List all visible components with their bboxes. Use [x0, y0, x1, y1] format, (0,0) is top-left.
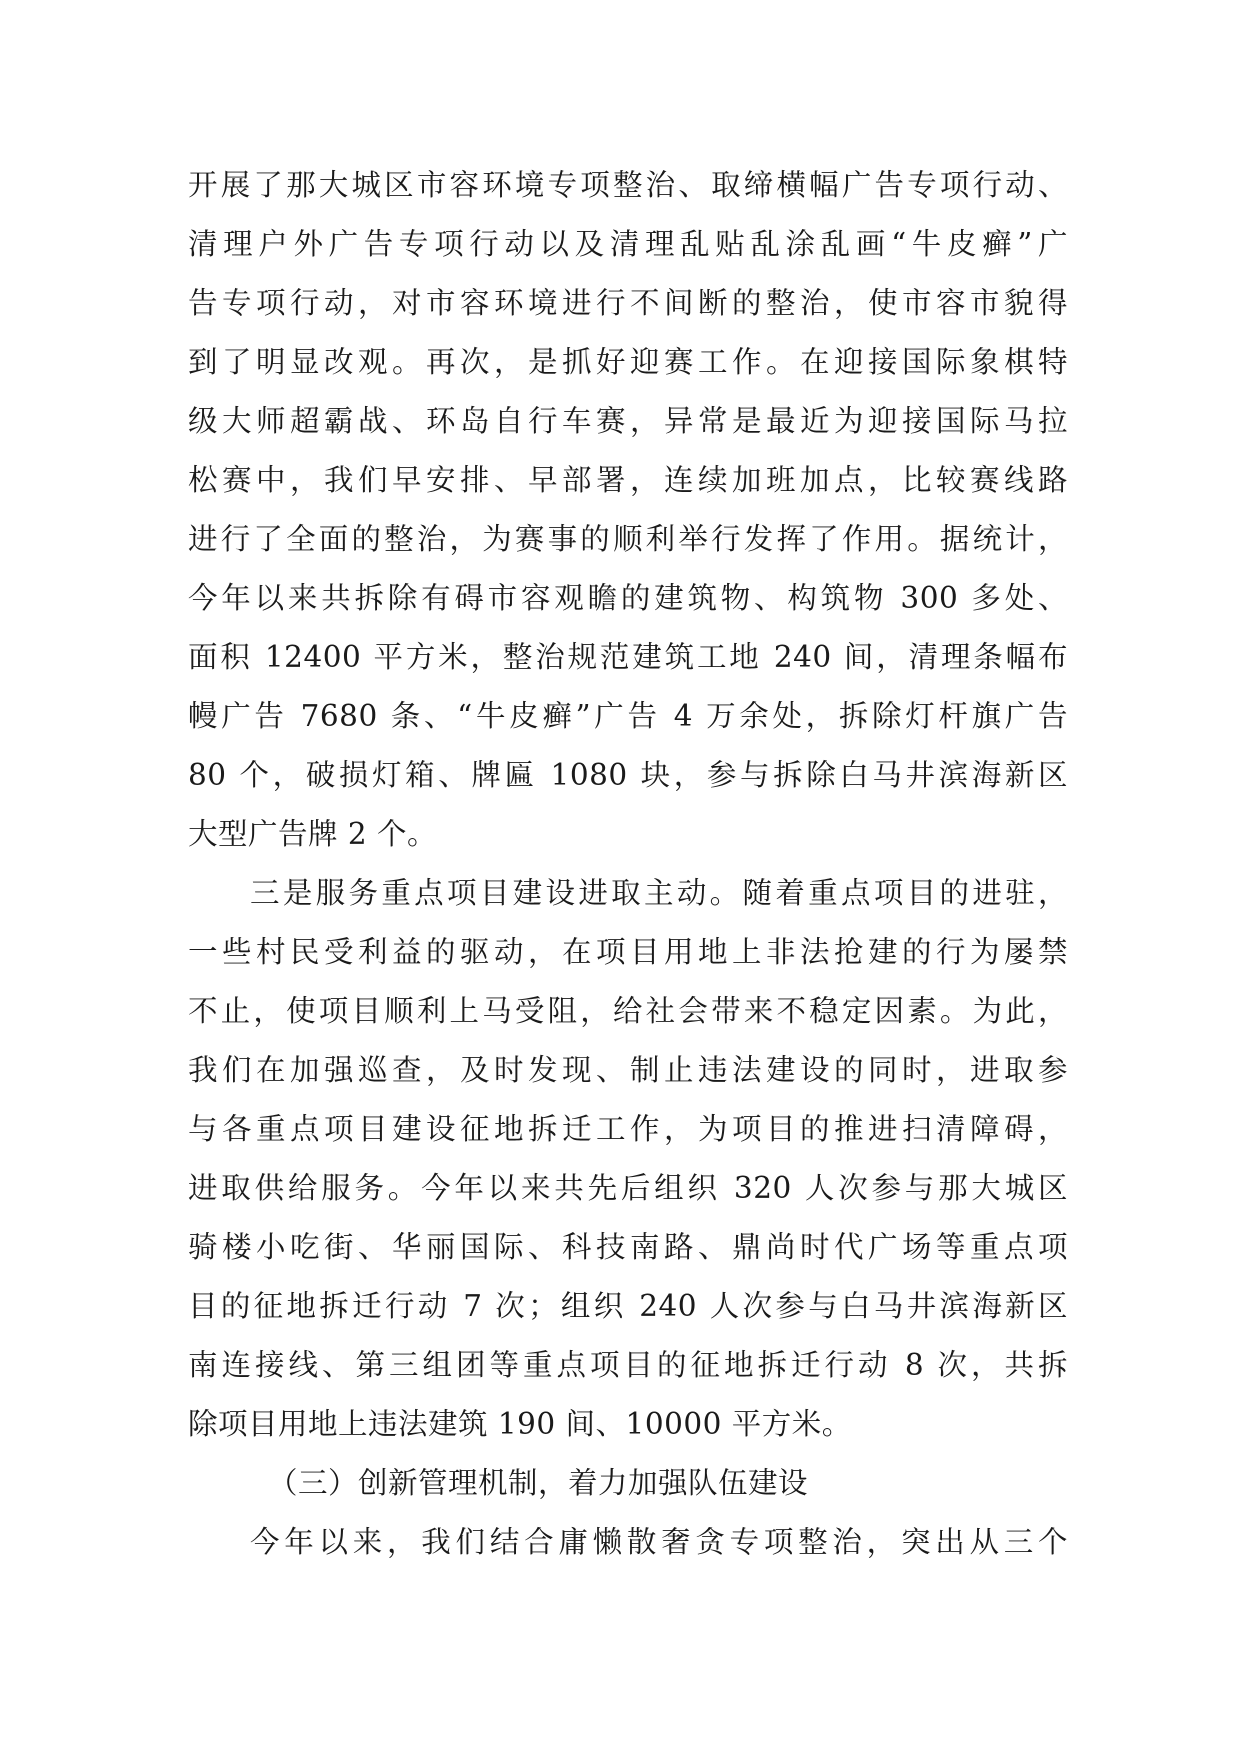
body-text-line: 级大师超霸战、环岛自行车赛，异常是最近为迎接国际马拉: [188, 404, 1068, 438]
body-text-line: 三是服务重点项目建设进取主动。随着重点项目的进驻，: [250, 876, 1068, 910]
body-text-line: 我们在加强巡查，及时发现、制止违法建设的同时，进取参: [188, 1053, 1068, 1087]
body-text-line: 清理户外广告专项行动以及清理乱贴乱涂乱画“牛皮癣”广: [188, 227, 1068, 261]
body-text-line: 不止，使项目顺利上马受阻，给社会带来不稳定因素。为此，: [188, 994, 1068, 1028]
body-text-line: 一些村民受利益的驱动，在项目用地上非法抢建的行为屡禁: [188, 935, 1068, 969]
body-text-line: 面积 12400 平方米，整治规范建筑工地 240 间，清理条幅布: [188, 640, 1068, 674]
section-heading: （三）创新管理机制，着力加强队伍建设: [268, 1466, 809, 1500]
body-text-line: 开展了那大城区市容环境专项整治、取缔横幅广告专项行动、: [188, 168, 1068, 202]
body-text-line: 到了明显改观。再次，是抓好迎赛工作。在迎接国际象棋特: [188, 345, 1068, 379]
body-text-line: 今年以来，我们结合庸懒散奢贪专项整治，突出从三个: [250, 1525, 1068, 1559]
body-text-line: 告专项行动，对市容环境进行不间断的整治，使市容市貌得: [188, 286, 1068, 320]
body-text-line: 南连接线、第三组团等重点项目的征地拆迁行动 8 次，共拆: [188, 1348, 1068, 1382]
body-text-line: 进取供给服务。今年以来共先后组织 320 人次参与那大城区: [188, 1171, 1068, 1205]
body-text-line: 幔广告 7680 条、“牛皮癣”广告 4 万余处，拆除灯杆旗广告: [188, 699, 1068, 733]
document-body: [188, 156, 1068, 1572]
body-text-line: 今年以来共拆除有碍市容观瞻的建筑物、构筑物 300 多处、: [188, 581, 1068, 615]
body-text-line: 除项目用地上违法建筑 190 间、10000 平方米。: [188, 1407, 852, 1441]
body-text-line: 进行了全面的整治，为赛事的顺利举行发挥了作用。据统计，: [188, 522, 1068, 556]
body-text-line: 80 个，破损灯箱、牌匾 1080 块，参与拆除白马井滨海新区: [188, 758, 1068, 792]
body-text-line: 松赛中，我们早安排、早部署，连续加班加点，比较赛线路: [188, 463, 1068, 497]
body-text-line: 目的征地拆迁行动 7 次；组织 240 人次参与白马井滨海新区: [188, 1289, 1068, 1323]
body-text-line: 与各重点项目建设征地拆迁工作，为项目的推进扫清障碍，: [188, 1112, 1068, 1146]
body-text-line: 骑楼小吃街、华丽国际、科技南路、鼎尚时代广场等重点项: [188, 1230, 1068, 1264]
body-text-line: 大型广告牌 2 个。: [188, 817, 438, 851]
